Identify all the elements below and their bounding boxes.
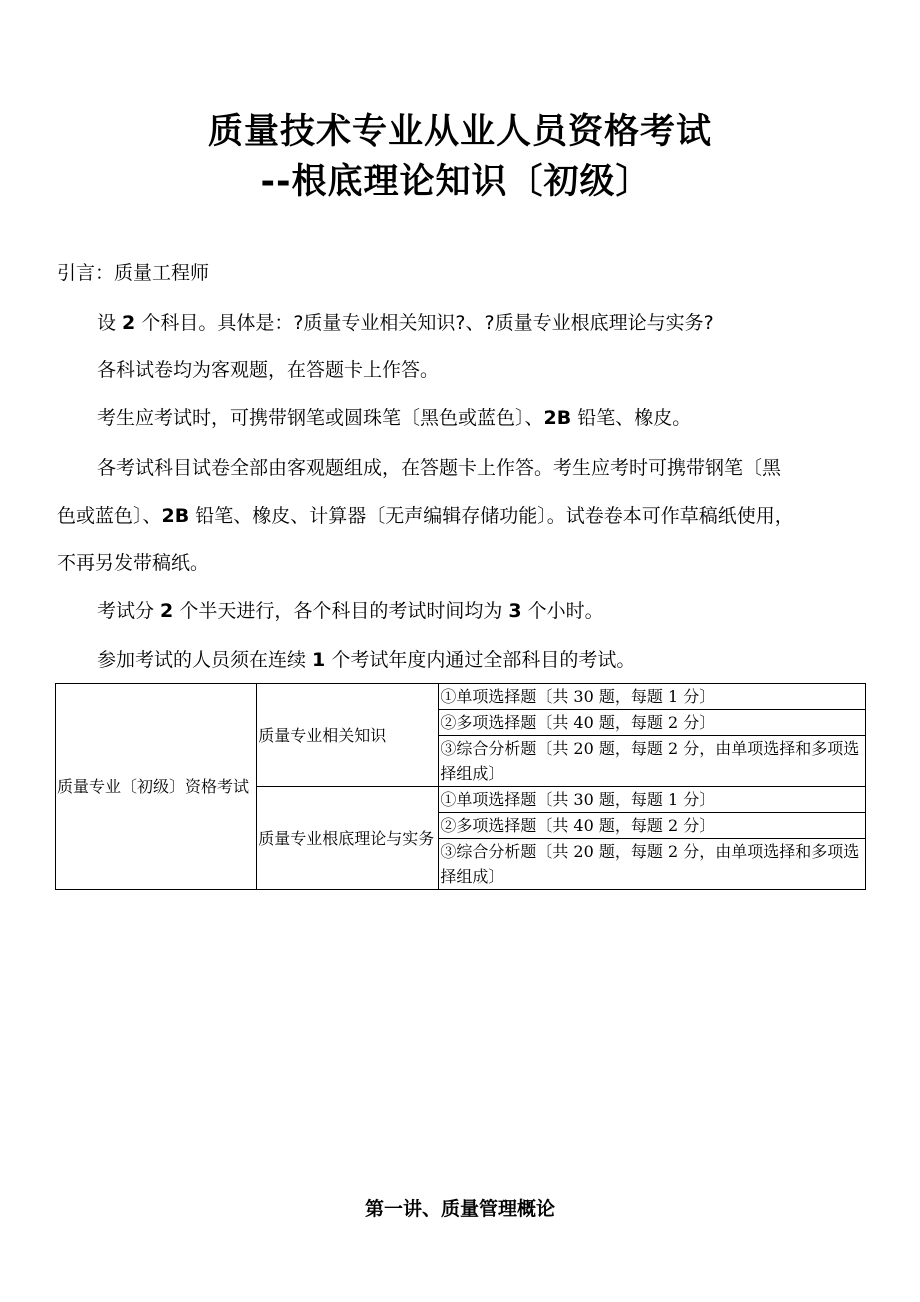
paragraph-pass-text-c: 个考试年度内通过全部科目的考试。 [325, 649, 636, 671]
paragraph-tools-text-c: 铅笔、橡皮。 [571, 407, 692, 429]
paragraph-rules-line2-pencil: 2B [161, 505, 190, 527]
question-type-cell: ①单项选择题〔共 30 题，每题 1 分〕 [439, 787, 866, 813]
document-title-line2: --根底理论知识〔初级〕 [260, 162, 652, 202]
question-type-cell: ②多项选择题〔共 40 题，每题 2 分〕 [439, 813, 866, 839]
paragraph-rules-line2-text-c: 铅笔、橡皮、计算器〔无声编辑存储功能〕。试卷卷本可作草稿纸使用， [189, 505, 794, 527]
paragraph-pass-years: 1 [312, 649, 326, 671]
exam-name-cell: 质量专业〔初级〕资格考试 [56, 684, 257, 890]
paragraph-schedule-text-e: 个小时。 [521, 600, 604, 622]
subject-cell: 质量专业根底理论与实务 [257, 787, 439, 890]
paragraph-tools [57, 406, 907, 430]
paragraph-rules-line3: 不再另发带稿纸。 [57, 552, 210, 574]
question-type-cell: ③综合分析题〔共 20 题，每题 2 分，由单项选择和多项选择组成〕 [439, 736, 866, 787]
paragraph-rules-line1: 各考试科目试卷全部由客观题组成，在答题卡上作答。考生应考时可携带钢笔〔黑 [97, 457, 782, 479]
lecture-heading: 第一讲、质量管理概论 [364, 1198, 555, 1220]
intro-line: 引言：质量工程师 [57, 262, 210, 284]
exam-structure-table [55, 683, 866, 890]
paragraph-tools-text-a: 考生应考试时，可携带钢笔或圆珠笔〔黑色或蓝色〕、 [97, 407, 544, 429]
table-row [56, 684, 866, 710]
paragraph-tools-pencil: 2B [543, 407, 572, 429]
paragraph-schedule-hours: 3 [508, 600, 522, 622]
paragraph-rules-line2 [57, 504, 867, 528]
subject-cell: 质量专业相关知识 [257, 684, 439, 787]
question-type-cell: ②多项选择题〔共 40 题，每题 2 分〕 [439, 710, 866, 736]
question-type-cell: ①单项选择题〔共 30 题，每题 1 分〕 [439, 684, 866, 710]
paragraph-subjects-count: 2 [122, 312, 136, 334]
paragraph-schedule [57, 599, 907, 623]
document-title-line1: 质量技术专业从业人员资格考试 [207, 112, 712, 152]
paragraph-rules-line2-text-a: 色或蓝色〕、 [57, 505, 162, 527]
paragraph-pass-requirement [57, 648, 907, 672]
paragraph-schedule-text-c: 个半天进行，各个科目的考试时间均为 [173, 600, 509, 622]
paragraph-objective: 各科试卷均为客观题，在答题卡上作答。 [97, 359, 440, 381]
paragraph-subjects-text-a: 设 [97, 312, 123, 334]
paragraph-subjects-text-c: 个科目。具体是：?质量专业相关知识?、?质量专业根底理论与实务? [135, 312, 714, 334]
paragraph-schedule-halfdays: 2 [160, 600, 174, 622]
paragraph-pass-text-a: 参加考试的人员须在连续 [97, 649, 313, 671]
paragraph-subjects [57, 311, 907, 335]
question-type-cell: ③综合分析题〔共 20 题，每题 2 分，由单项选择和多项选择组成〕 [439, 839, 866, 890]
paragraph-schedule-text-a: 考试分 [97, 600, 161, 622]
